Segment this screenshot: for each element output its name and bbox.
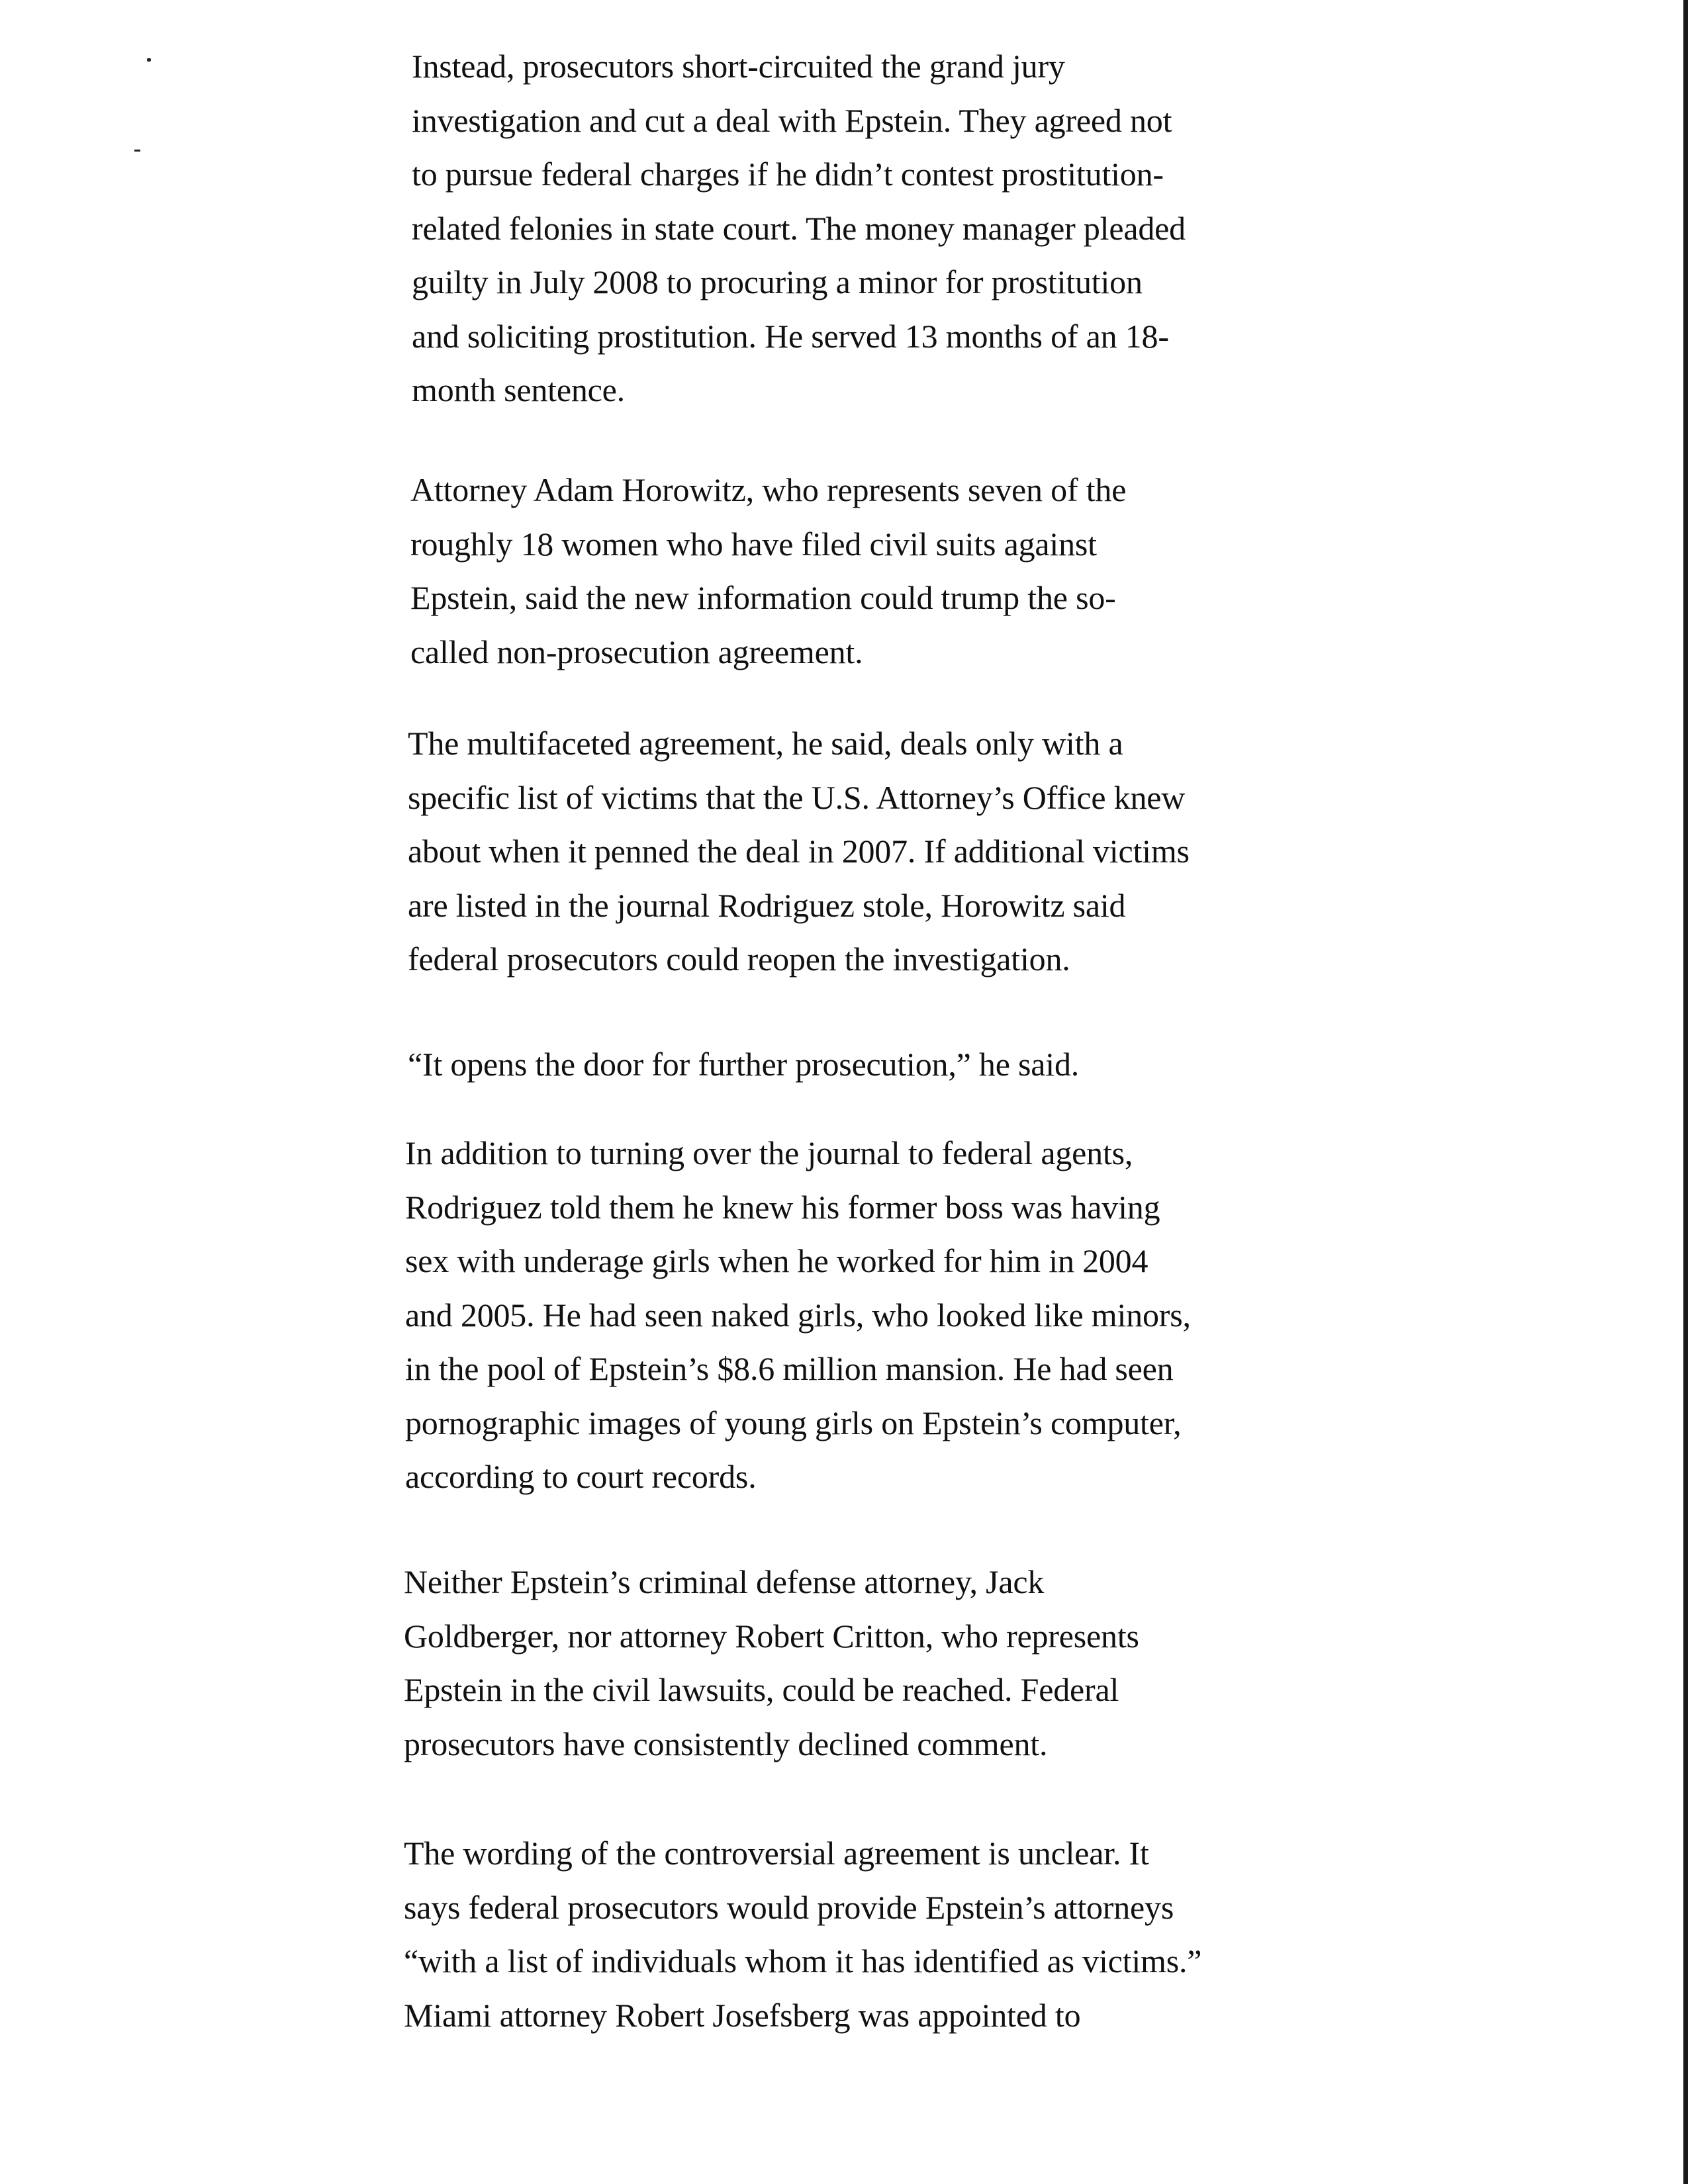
text-line: and soliciting prostitution. He served 13 months of an 18- bbox=[412, 317, 1169, 355]
text-line: month sentence. bbox=[412, 371, 625, 408]
text-line: in the pool of Epstein’s $8.6 million mansion. He had seen bbox=[405, 1350, 1174, 1387]
paragraph-no-comment bbox=[404, 1555, 1139, 1771]
paragraph-agreement-scope bbox=[408, 717, 1190, 987]
text-line: Attorney Adam Horowitz, who represents seven of the bbox=[410, 471, 1127, 508]
scan-edge-border bbox=[1683, 0, 1688, 2184]
text-line: pornographic images of young girls on Epstein’s computer, bbox=[405, 1404, 1182, 1441]
text-line: Miami attorney Robert Josefsberg was appointed to bbox=[404, 1996, 1081, 2034]
paragraph-horowitz bbox=[410, 463, 1126, 679]
text-line: are listed in the journal Rodriguez stole, Horowitz said bbox=[408, 886, 1126, 924]
text-line: federal prosecutors could reopen the investigation. bbox=[408, 940, 1070, 978]
text-line: about when it penned the deal in 2007. If additional victims bbox=[408, 833, 1190, 870]
text-line: Epstein in the civil lawsuits, could be reached. Federal bbox=[404, 1671, 1119, 1708]
text-line: The wording of the controversial agreement is unclear. It bbox=[404, 1835, 1149, 1872]
text-line: Neither Epstein’s criminal defense attorney, Jack bbox=[404, 1563, 1045, 1600]
text-line: Rodriguez told them he knew his former boss was having bbox=[405, 1188, 1160, 1226]
scan-speck bbox=[147, 58, 151, 62]
paragraph-wording bbox=[404, 1827, 1201, 2042]
text-line: guilty in July 2008 to procuring a minor for prostitution bbox=[412, 263, 1143, 300]
text-line: sex with underage girls when he worked for him in 2004 bbox=[405, 1242, 1149, 1279]
text-line: In addition to turning over the journal to federal agents, bbox=[405, 1134, 1133, 1171]
text-line: “with a list of individuals whom it has identified as victims.” bbox=[404, 1942, 1202, 1979]
text-line: and 2005. He had seen naked girls, who looked like minors, bbox=[405, 1296, 1191, 1334]
text-line: called non-prosecution agreement. bbox=[410, 633, 863, 670]
text-line: The multifaceted agreement, he said, deals only with a bbox=[408, 725, 1123, 762]
paragraph-quote bbox=[408, 1038, 1079, 1092]
text-line: related felonies in state court. The money manager pleaded bbox=[412, 209, 1186, 247]
text-line: to pursue federal charges if he didn’t contest prostitution- bbox=[412, 156, 1164, 193]
scan-speck bbox=[134, 150, 140, 152]
text-line: roughly 18 women who have filed civil suits against bbox=[410, 525, 1097, 563]
text-line: Epstein, said the new information could trump the so- bbox=[410, 579, 1116, 616]
text-line: investigation and cut a deal with Epstein. They agreed not bbox=[412, 101, 1172, 139]
paragraph-rodriguez bbox=[405, 1126, 1191, 1504]
text-line: “It opens the door for further prosecution,” he said. bbox=[408, 1046, 1080, 1083]
text-line: according to court records. bbox=[405, 1458, 757, 1495]
paragraph-plea-deal bbox=[412, 40, 1186, 418]
text-line: specific list of victims that the U.S. Attorney’s Office knew bbox=[408, 778, 1186, 816]
text-line: says federal prosecutors would provide Epstein’s attorneys bbox=[404, 1888, 1174, 1926]
text-line: Goldberger, nor attorney Robert Critton, who represents bbox=[404, 1617, 1139, 1655]
text-line: Instead, prosecutors short-circuited the grand jury bbox=[412, 48, 1065, 85]
text-line: prosecutors have consistently declined comment. bbox=[404, 1725, 1048, 1762]
